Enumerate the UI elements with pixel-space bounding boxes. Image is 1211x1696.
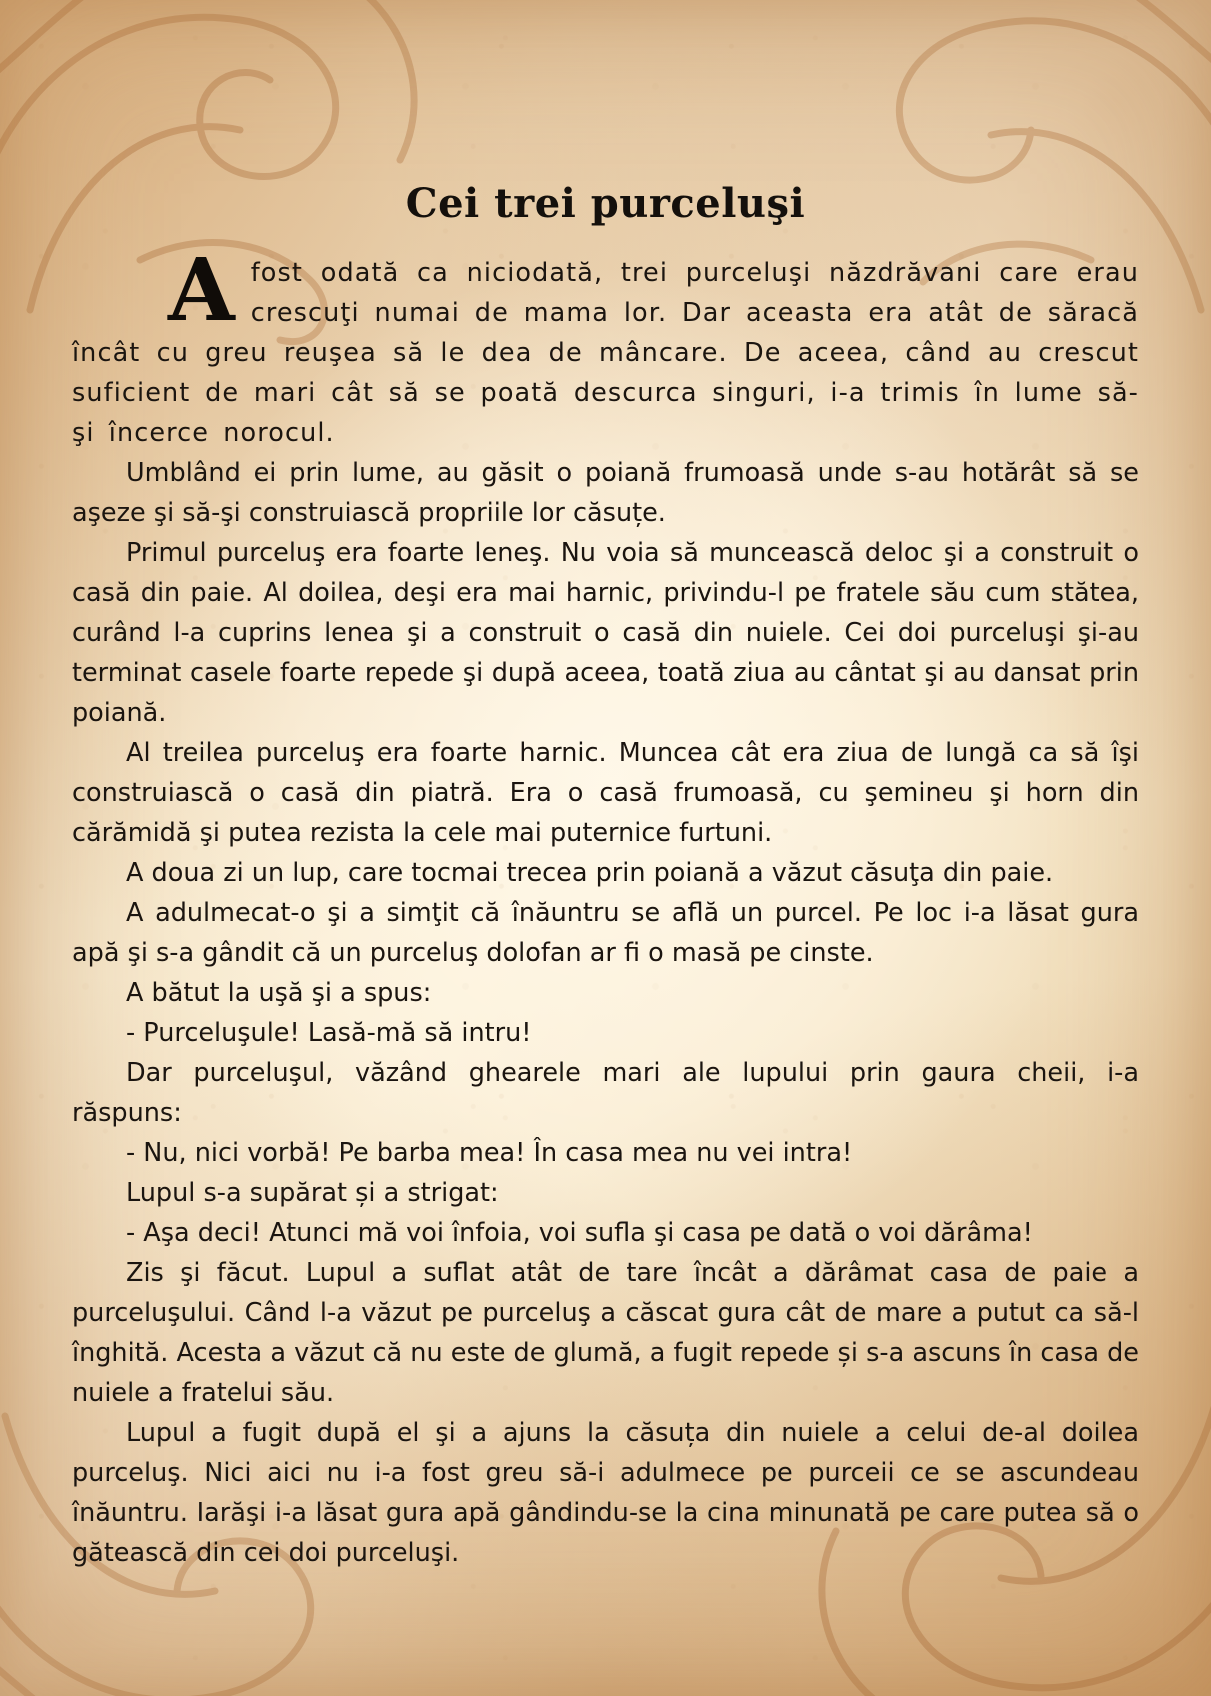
paragraph-8: - Purceluşule! Lasă-mă să intru!: [126, 1018, 532, 1048]
page-title: Cei trei purceluşi: [405, 180, 806, 227]
paragraph-9: Dar purceluşul, văzând ghearele mari ale lupului prin gaura cheii, i-a răspuns:: [72, 1058, 1139, 1128]
drop-cap: A: [168, 240, 235, 341]
story-content: [72, 180, 1139, 1573]
story-body: [72, 240, 1139, 1573]
paragraph-1: [72, 240, 1139, 453]
paragraph-7: A bătut la uşă şi a spus:: [126, 978, 432, 1008]
paragraph-11: Lupul s-a supărat și a strigat:: [126, 1178, 499, 1208]
paragraph-10: - Nu, nici vorbă! Pe barba mea! În casa mea nu vei intra!: [126, 1138, 853, 1168]
paragraph-2: Umblând ei prin lume, au găsit o poiană frumoasă unde s-au hotărât să se aşeze şi să-şi construiască propriile lor căsuțe.: [72, 458, 1139, 528]
paragraph-13: Zis şi făcut. Lupul a suflat atât de tare încât a dărâmat casa de paie a purceluşului. Când l-a văzut pe purceluş a căscat gura cât de mare a putut ca să-l înghită. Acesta a văzut că nu este de glumă, a fugit repede și s-a ascuns în casa de nuiele a fratelui său.: [72, 1258, 1139, 1408]
paragraph-14: Lupul a fugit după el şi a ajuns la căsuța din nuiele a celui de-al doilea purceluş. Nici aici nu i-a fost greu să-i adulmece pe purceii ce se ascundeau înăuntru. Iarăşi i-a lăsat gura apă gândindu-se la cina minunată pe care putea să o gătească din cei doi purceluşi.: [72, 1418, 1139, 1568]
paragraph-1-text: fost odată ca niciodată, trei purceluşi năzdrăvani care erau crescuţi numai de mama lor. Dar aceasta era atât de săracă încât cu greu reuşea să le dea de mâncare. De aceea, când au crescut suficient de mari cât să se poată descurca singuri, i-a trimis în lume să-şi încerce norocul.: [72, 258, 1139, 448]
paragraph-4: Al treilea purceluş era foarte harnic. Muncea cât era ziua de lungă ca să îşi construiască o casă din piatră. Era o casă frumoasă, cu şemineu şi horn din cărămidă şi putea rezista la cele mai puternice furtuni.: [72, 738, 1139, 848]
paragraph-3: Primul purceluş era foarte leneş. Nu voia să muncească deloc şi a construit o casă din paie. Al doilea, deşi era mai harnic, privindu-l pe fratele său cum stătea, curând l-a cuprins lenea şi a construit o casă din nuiele. Cei doi purceluşi şi-au terminat casele foarte repede şi după aceea, toată ziua au cântat şi au dansat prin poiană.: [72, 538, 1139, 728]
paragraph-6: A adulmecat-o şi a simţit că înăuntru se află un purcel. Pe loc i-a lăsat gura apă şi s-a gândit că un purceluş dolofan ar fi o masă pe cinste.: [72, 898, 1139, 968]
paragraph-5: A doua zi un lup, care tocmai trecea prin poiană a văzut căsuţa din paie.: [126, 858, 1054, 888]
paragraph-12: - Aşa deci! Atunci mă voi înfoia, voi sufla şi casa pe dată o voi dărâma!: [126, 1218, 1033, 1248]
